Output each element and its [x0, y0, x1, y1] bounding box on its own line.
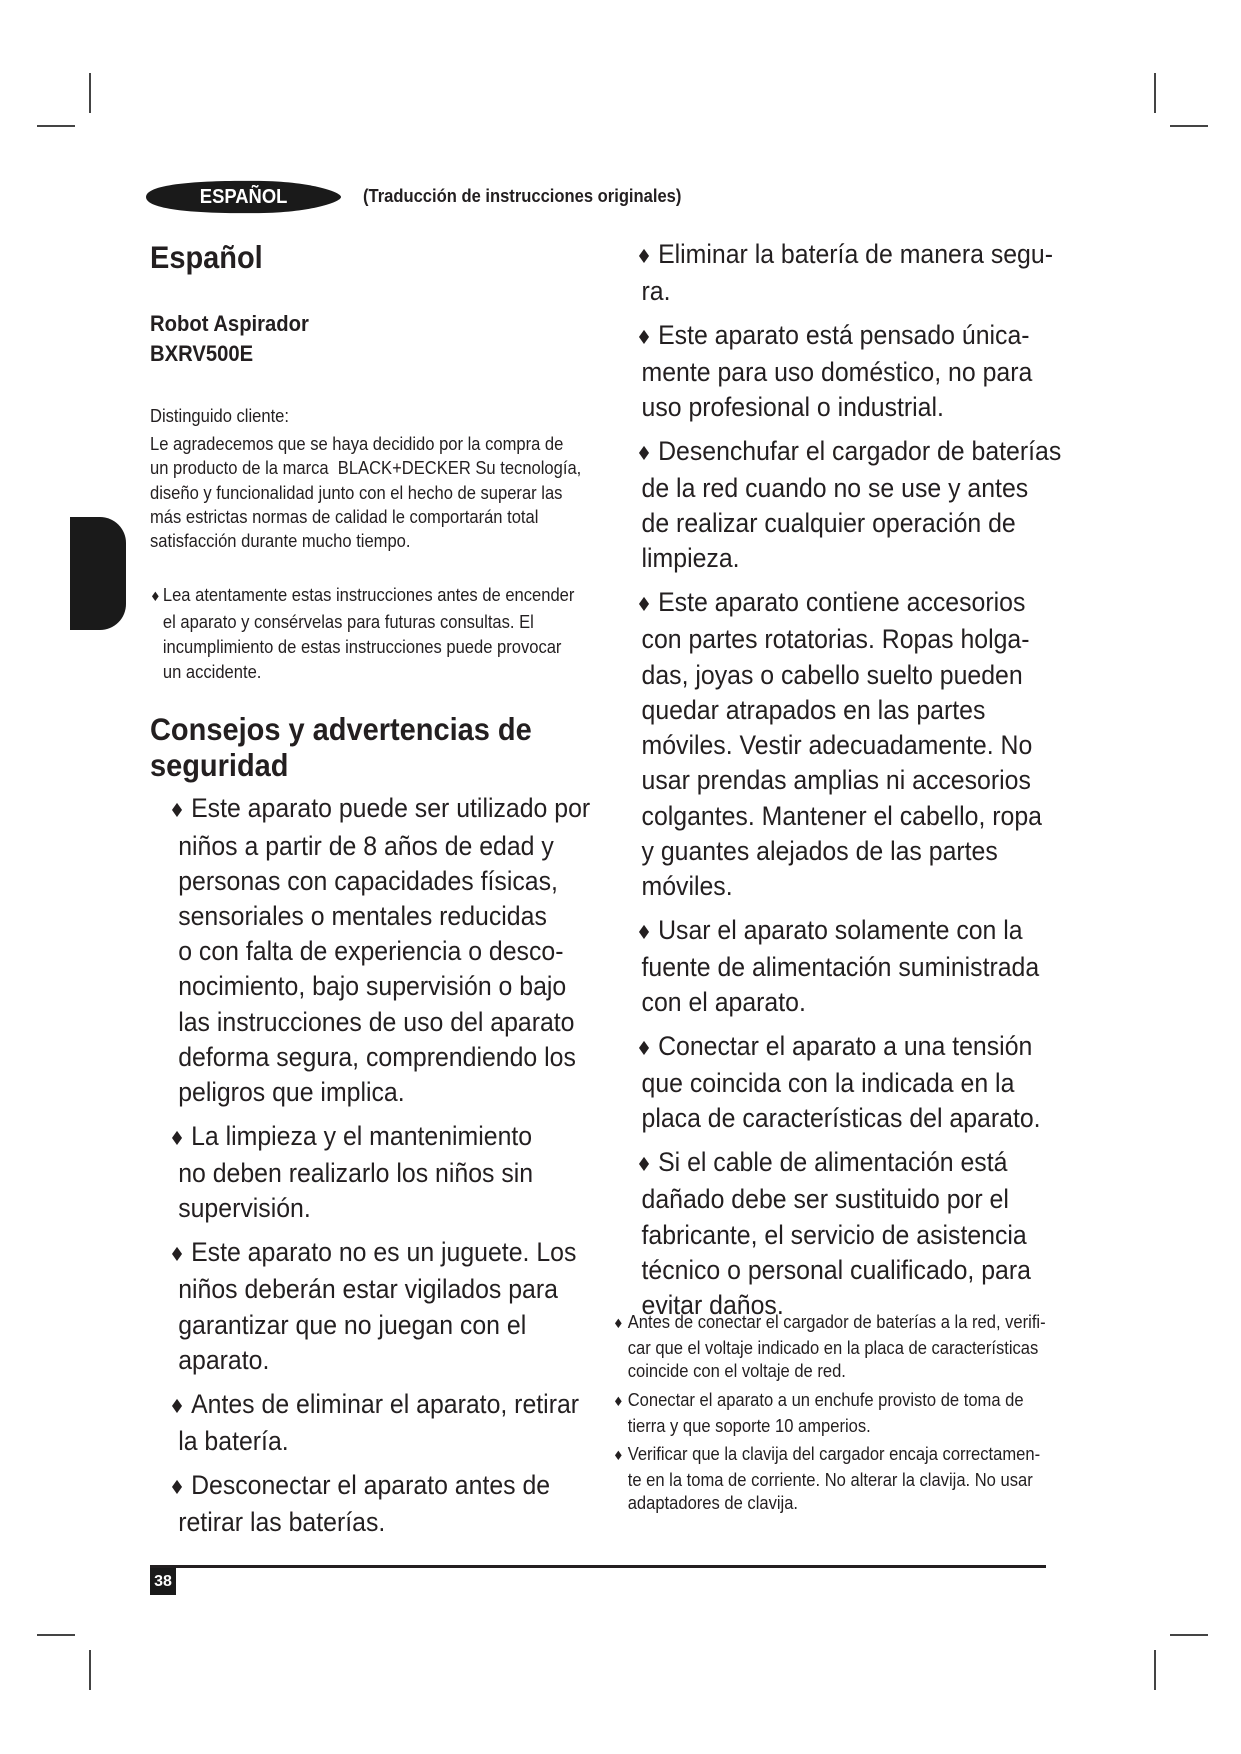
safety-section-title: Consejos y advertencias de seguridad — [150, 711, 532, 783]
crop-mark-bottom-left-vertical — [89, 1650, 91, 1690]
language-badge-label: ESPAÑOL — [199, 186, 288, 208]
charger-note — [613, 1443, 1046, 1516]
safety-item — [169, 1468, 590, 1540]
read-instructions-note — [150, 583, 574, 685]
diamond-bullet-icon — [613, 1443, 628, 1469]
note-text: Lea atentamente estas instrucciones antes de encender el aparato y consérvelas para futuras consultas. El incumplimiento de estas instrucciones puede provocar un accidente. — [162, 584, 575, 682]
translation-note: (Traducción de instrucciones originales) — [363, 186, 682, 206]
crop-mark-top-right-vertical — [1154, 73, 1156, 113]
safety-item-text: Desenchufar el cargador de baterías de la red cuando no se use y antes de realizar cualquier operación de limpieza. — [641, 435, 1062, 574]
safety-item — [636, 237, 1061, 309]
diamond-bullet-icon — [636, 1029, 658, 1066]
safety-item-text: Este aparato contiene accesorios con partes rotatorias. Ropas holga- das, joyas o cabello suelto pueden quedar atrapados en las partes móviles. Vestir adecuadamente. No usar prendas amplias ni accesorios colgantes. Mantener el cabello, ropa y guantes alejados de las partes móviles. — [641, 587, 1042, 902]
safety-item — [169, 1119, 590, 1227]
safety-item-text: Este aparato está pensado única- mente para uso doméstico, no para uso profesional o industrial. — [641, 319, 1033, 423]
safety-list-left — [169, 791, 590, 1548]
page-title: Español — [150, 239, 263, 275]
safety-item-text: Desconectar el aparato antes de retirar las baterías. — [178, 1469, 551, 1537]
safety-item — [636, 318, 1061, 426]
diamond-bullet-icon — [169, 1468, 191, 1505]
diamond-bullet-icon — [636, 318, 658, 355]
section-tab-marker — [70, 517, 126, 630]
language-badge — [146, 180, 341, 214]
charger-note — [613, 1311, 1046, 1384]
charger-note-text: Verificar que la clavija del cargador encaja correctamen- te en la toma de corriente. No alterar la clavija. No usar adaptadores de clavija. — [627, 1444, 1041, 1514]
safety-item — [636, 913, 1061, 1021]
diamond-bullet-icon — [636, 913, 658, 950]
diamond-bullet-icon — [636, 1145, 658, 1182]
crop-mark-top-left-vertical — [89, 73, 91, 113]
crop-mark-bottom-left-horizontal — [37, 1634, 75, 1636]
charger-note — [613, 1389, 1046, 1438]
page-number: 38 — [150, 1568, 176, 1595]
product-heading — [150, 309, 309, 370]
charger-note-text: Antes de conectar el cargador de baterías a la red, verifi- car que el voltaje indicado en la placa de características coincide con el voltaje de red. — [627, 1312, 1046, 1382]
intro-paragraph: Le agradecemos que se haya decidido por la compra de un producto de la marca BLACK+DECKER Su tecnología, diseño y funcionalidad junto con el hecho de superar las más estrictas normas de calidad le comportarán total satisfacción durante mucho tiempo. — [150, 434, 582, 552]
safety-item — [636, 1145, 1061, 1323]
diamond-bullet-icon — [636, 237, 658, 274]
diamond-bullet-icon — [150, 583, 163, 610]
safety-item — [169, 1387, 590, 1459]
safety-item — [169, 791, 590, 1110]
safety-item — [636, 434, 1061, 577]
greeting: Distinguido cliente: — [150, 406, 290, 426]
charger-notes-list — [613, 1311, 1046, 1521]
diamond-bullet-icon — [169, 1119, 191, 1156]
safety-item-text: La limpieza y el mantenimiento no deben realizarlo los niños sin supervisión. — [178, 1120, 534, 1224]
safety-item-text: Antes de eliminar el aparato, retirar la batería. — [178, 1388, 580, 1456]
safety-item — [636, 1029, 1061, 1137]
diamond-bullet-icon — [613, 1311, 628, 1337]
diamond-bullet-icon — [169, 791, 191, 828]
footer-rule — [150, 1565, 1046, 1568]
safety-item — [636, 585, 1061, 904]
safety-item — [169, 1235, 590, 1378]
diamond-bullet-icon — [636, 434, 658, 471]
safety-list-right — [636, 237, 1061, 1332]
safety-item-text: Si el cable de alimentación está dañado debe ser sustituido por el fabricante, el servicio de asistencia técnico o personal cualificado, para evitar daños. — [641, 1147, 1031, 1321]
crop-mark-bottom-right-vertical — [1154, 1650, 1156, 1690]
safety-item-text: Usar el aparato solamente con la fuente de alimentación suministrada con el aparato. — [641, 914, 1040, 1018]
product-name: Robot Aspirador — [150, 311, 309, 336]
safety-item-text: Este aparato no es un juguete. Los niños deberán estar vigilados para garantizar que no juegan con el aparato. — [178, 1237, 577, 1375]
safety-item-text: Conectar el aparato a una tensión que coincida con la indicada en la placa de características del aparato. — [641, 1031, 1041, 1134]
diamond-bullet-icon — [169, 1387, 191, 1424]
diamond-bullet-icon — [613, 1389, 628, 1415]
safety-item-text: Eliminar la batería de manera segu- ra. — [641, 238, 1053, 306]
crop-mark-top-left-horizontal — [37, 125, 75, 127]
crop-mark-bottom-right-horizontal — [1170, 1634, 1208, 1636]
product-model: BXRV500E — [150, 341, 254, 367]
safety-item-text: Este aparato puede ser utilizado por niños a partir de 8 años de edad y personas con capacidades físicas, sensoriales o mentales reducidas o con falta de experiencia o desco- nocimiento, bajo supervisión o bajo las instrucciones de uso del aparato deforma segura, comprendiendo los peligros que implica. — [178, 793, 591, 1108]
diamond-bullet-icon — [636, 585, 658, 622]
charger-note-text: Conectar el aparato a un enchufe provisto de toma de tierra y que soporte 10 amperios. — [627, 1389, 1024, 1436]
diamond-bullet-icon — [169, 1235, 191, 1272]
crop-mark-top-right-horizontal — [1170, 125, 1208, 127]
